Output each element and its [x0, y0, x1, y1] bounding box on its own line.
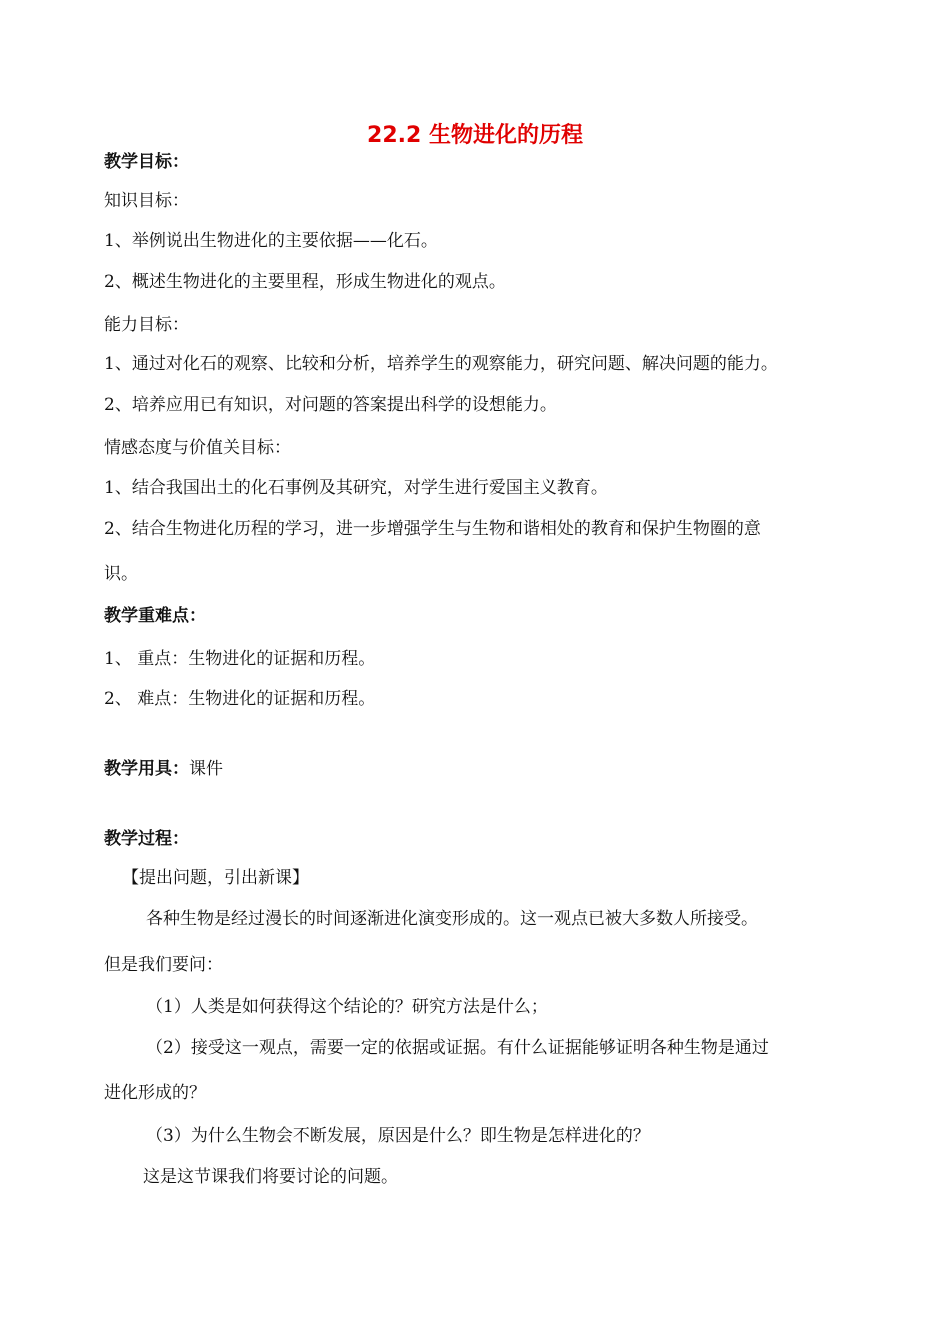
knowledge-item-1: 1、举例说出生物进化的主要依据——化石。	[104, 231, 438, 251]
ability-item-2: 2、培养应用已有知识，对问题的答案提出科学的设想能力。	[104, 395, 557, 415]
tools-line	[104, 757, 223, 781]
process-heading: 教学过程：	[104, 829, 189, 849]
tools-heading: 教学用具：	[104, 759, 189, 779]
process-closing: 这是这节课我们将要讨论的问题。	[143, 1167, 398, 1187]
key-point-2: 2、 难点：生物进化的证据和历程。	[104, 689, 376, 709]
process-paragraph-1-cont: 但是我们要问：	[104, 955, 223, 975]
emotion-item-1: 1、结合我国出土的化石事例及其研究，对学生进行爱国主义教育。	[104, 478, 608, 498]
tools-value: 课件	[189, 759, 223, 779]
process-question-2: （2）接受这一观点，需要一定的依据或证据。有什么证据能够证明各种生物是通过	[146, 1038, 769, 1058]
page-title: 22.2 生物进化的历程	[367, 123, 583, 148]
ability-heading: 能力目标：	[104, 315, 189, 335]
knowledge-heading: 知识目标：	[104, 191, 189, 211]
process-question-2-cont: 进化形成的？	[104, 1083, 206, 1103]
objectives-heading: 教学目标：	[104, 152, 189, 172]
process-paragraph-1: 各种生物是经过漫长的时间逐渐进化演变形成的。这一观点已被大多数人所接受。	[146, 909, 758, 929]
emotion-heading: 情感态度与价值关目标：	[104, 438, 291, 458]
knowledge-item-2: 2、概述生物进化的主要里程，形成生物进化的观点。	[104, 272, 506, 292]
emotion-item-2: 2、结合生物进化历程的学习，进一步增强学生与生物和谐相处的教育和保护生物圈的意	[104, 519, 761, 539]
ability-item-1: 1、通过对化石的观察、比较和分析，培养学生的观察能力，研究问题、解决问题的能力。	[104, 354, 778, 374]
key-point-1: 1、 重点：生物进化的证据和历程。	[104, 649, 376, 669]
emotion-item-2-cont: 识。	[104, 564, 138, 584]
process-question-1: （1）人类是如何获得这个结论的？研究方法是什么；	[146, 997, 548, 1017]
process-section-title: 【提出问题，引出新课】	[122, 868, 309, 888]
key-points-heading: 教学重难点：	[104, 606, 206, 626]
process-question-3: （3）为什么生物会不断发展，原因是什么？即生物是怎样进化的？	[146, 1126, 650, 1146]
